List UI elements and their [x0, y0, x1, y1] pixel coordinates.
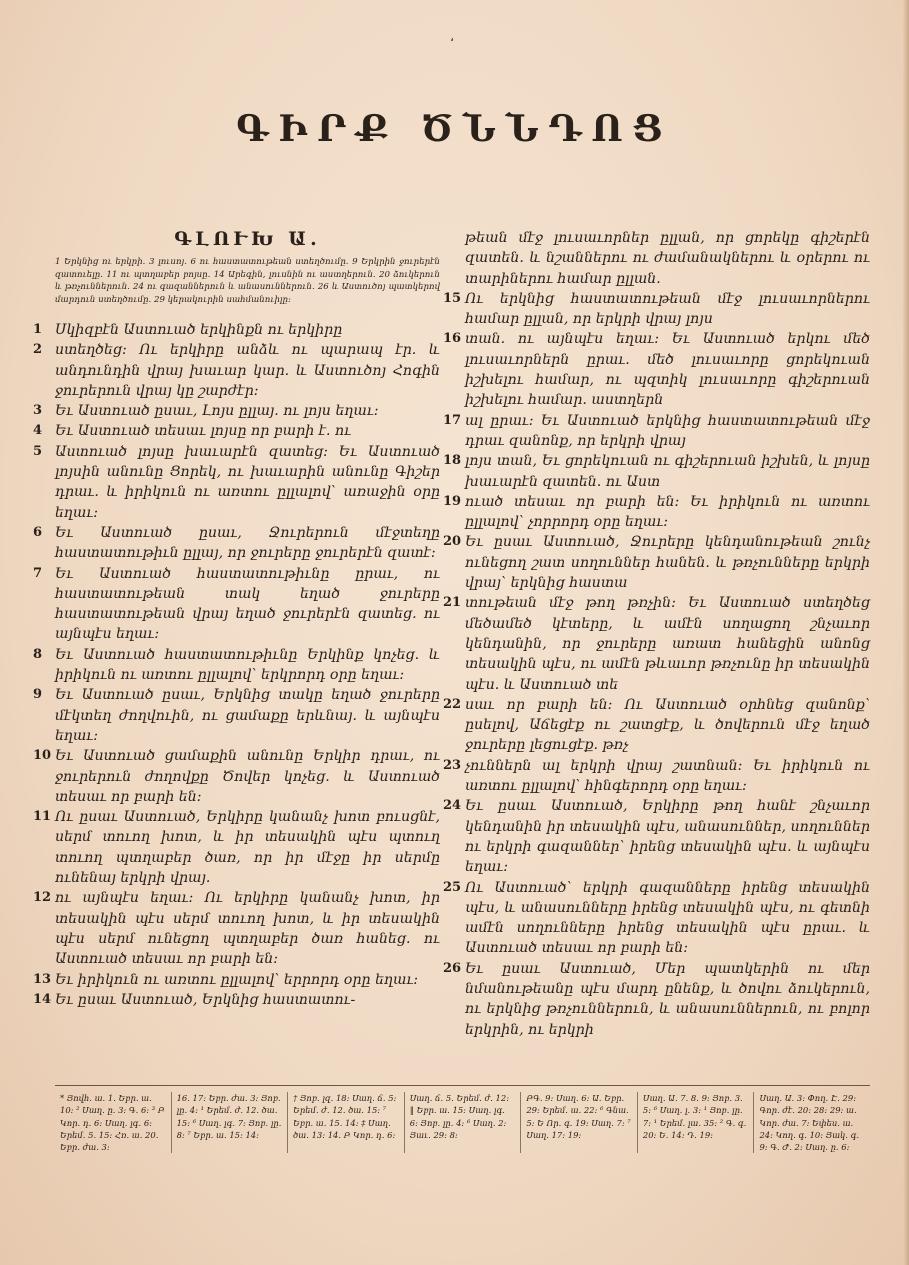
verse: [443, 289, 870, 330]
verse-number: 17: [443, 412, 462, 428]
verse: [443, 756, 870, 797]
verse-text: թեան մէջ լուսաւորներ ըլլան, որ ցորեկը գիշերէն զատեն. և նշաններու ու ժամանակներու և օրերու ու տարիներու համար ըլլան.: [465, 230, 870, 287]
verse-number: 25: [443, 879, 462, 895]
verse: [33, 746, 440, 807]
verse-number: 23: [443, 757, 462, 773]
verse: [33, 401, 440, 421]
verse-text: ստեղծեց: Ու երկիրը անձև ու պարապ էր. և անդունդին վրայ խաւար կար. և Աստուծոյ Հոգին ջուրերուն վրայ կը շարժէր:: [55, 342, 440, 399]
verse: [33, 340, 440, 401]
chapter-heading: ԳԼՈՒԽ Ա.: [174, 228, 321, 250]
verse-text: Եւ ըսաւ Աստուած, Երկիրը թող հանէ շնչաւոր կենդանին իր տեսակին պէս, անասուններ, սողուններ ու երկրի գազաններ՝ իրենց տեսակին պէս. և այնպէս եղաւ:: [465, 798, 871, 876]
left-verses: [33, 320, 440, 1010]
verse: [33, 442, 440, 523]
verse-number: 12: [33, 890, 52, 906]
verse: [33, 645, 440, 686]
verse-number: 8: [33, 646, 43, 662]
verse: [33, 807, 440, 888]
verse-number: 22: [443, 696, 462, 712]
verse: [443, 329, 870, 410]
verse-text: սաւ որ բարի են: Ու Աստուած օրհնեց զանոնք՝ ըսելով, Աճեցէք ու շատցէք, և ծովերուն մէջ եղած ջուրերը լեցուցէք. թռչ: [465, 696, 870, 754]
right-verses: [443, 228, 871, 1040]
verse: [443, 695, 870, 756]
verse-text: ու այնպէս եղաւ: Ու երկիրը կանանչ խոտ, իր տեսակին պէս սերմ տուող խոտ, և իր տեսակին պէս սերմ ունեցող պտղաբեր ծառ հանեց. ու Աստուած տեսաւ որ բարի են:: [55, 890, 440, 968]
verse-text: Եւ ըսաւ Աստուած, Ջուրերը կենդանութեան շունչ ունեցող շատ սողուններ հանեն. և թռչունները երկրի վրայ՝ երկնից հաստա: [465, 534, 870, 592]
verse-text: ուած տեսաւ որ բարի են: Եւ իրիկուն ու առտու ըլլալով՝ չորրորդ օրը եղաւ:: [465, 493, 870, 531]
book-title: ԳԻՐՔ ԾՆՆԴՈՑ: [236, 108, 673, 150]
verse-text: Աստուած լոյսը խաւարէն զատեց: Եւ Աստուած լոյսին անունը Ցորեկ, ու խաւարին անունը Գիշեր դրաւ. և իրիկուն ու առտու ըլլալով՝ առաջին օրը եղաւ:: [55, 443, 440, 521]
verse: [443, 492, 870, 533]
footnote-column: 16. 17: Եբր. ժա. 3: Յոբ. լը. 4: ¹ Երեմ. ժ. 12. ծա. 15: ⁶ Սաղ. լգ. 7: Յոբ. լը. 8: ⁷ Եբր. ա. 15: 14:: [172, 1092, 289, 1153]
verse-text: Եւ Աստուած ցամաքին անունը Երկիր դրաւ, ու ջուրերուն ժողովքը Ծովեր կոչեց. և Աստուած տեսաւ որ բարի են:: [55, 748, 440, 805]
verse: [443, 878, 870, 959]
verse-text: Եւ ըսաւ Աստուած, Մեր պատկերին ու մեր նմանութեանը պէս մարդ ընենք, և ծովու ձուկերուն, ու երկնից թռչուններուն, և անասուններուն, ու բոլոր երկրին, ու երկրի: [465, 960, 870, 1038]
verse: [33, 523, 440, 564]
verse: [33, 421, 440, 441]
verse-text: Եւ Աստուած ըսաւ, Ջուրերուն մէջտեղը հաստատութիւն ըլլայ, որ ջուրերը ջուրերէն զատէ:: [55, 524, 440, 562]
verse: [443, 532, 870, 593]
footnote-column: Սաղ. Ա. 3: Փող. Է. 29: Գոր. ժէ. 20: 28: 29: ա. Կոր. ժա. 7: Եփես. ա. 24: Կող. գ. 10: Յակ. գ. 9: Գ. Ժ. 2: Սաղ. ը. 6:: [759, 1093, 860, 1153]
verse-number: 18: [443, 453, 462, 469]
verse-number: 2: [33, 342, 43, 358]
verse-text: չուններն ալ երկրի վրայ շատնան: Եւ իրիկուն ու առտու ըլլալով՝ հինգերորդ օրը եղաւ:: [465, 757, 870, 795]
footnotes: [55, 1085, 870, 1153]
footnote-column: Սաղ. Ա. 7. 8. 9: Յոբ. 3. 5: ⁶ Սաղ. լ. 3: ¹ Յոբ. լը. 7: ¹ Երեմ. լա. 35: ² Գ. գ. 20: Ե. 14: Դ. 19:: [638, 1092, 755, 1153]
verse: [33, 970, 440, 990]
verse: [33, 320, 440, 340]
verse-number: 5: [33, 443, 43, 459]
verse-text: Եւ Աստուած ըսաւ, Լոյս ըլլայ. ու լոյս եղաւ:: [55, 403, 379, 420]
verse-number: 3: [33, 403, 43, 419]
verse-text: Ու ըսաւ Աստուած, Երկիրը կանանչ խոտ բուսցնէ, սերմ տուող խոտ, և իր տեսակին պէս պտուղ տուող պտղաբեր ծառ, որ իր մէջը իր սերմը ունենայ երկրի վրայ.: [55, 809, 440, 887]
verse-number: 21: [443, 595, 462, 611]
right-column: [443, 228, 871, 1040]
verse-number: 7: [33, 565, 43, 581]
page-mark: ،: [450, 30, 454, 44]
verse-number: 10: [33, 748, 52, 764]
footnote-column: * Յովհ. ա. 1. Եբր. ա. 10: ² Սաղ. ը. 3: Գ. 6: ³ Բ Կոր. դ. 6: Սաղ. լգ. 6: Երեմ. 5. 15: Հռ. ա. 20. Եբր. ժա. 3:: [55, 1092, 172, 1153]
verse-text: Ու Աստուած՝ երկրի գազանները իրենց տեսակին պէս, և անասունները իրենց տեսակին պէս, ու գետնի ամէն սողունները իրենց տեսակին պէս ըրաւ. և Աստուած տեսաւ որ բարի են:: [465, 879, 870, 957]
verse-number: 9: [33, 687, 43, 703]
verse-text: Եւ Աստուած հաստատութիւնը ըրաւ, ու հաստատութեան տակ եղած ջուրերը հաստատութեան վրայ եղած ջուրերէն զատեց. ու այնպէս եղաւ:: [55, 565, 440, 643]
verse: [443, 451, 870, 492]
verse-number: 14: [33, 991, 52, 1007]
verse: [443, 796, 871, 877]
verse-text: Եւ իրիկուն ու առտու ըլլալով՝ երրորդ օրը եղաւ:: [55, 971, 419, 988]
verse: [33, 990, 440, 1010]
verse-number: 6: [33, 524, 43, 540]
verse: [443, 959, 870, 1040]
verse-text: լոյս տան, Եւ ցորեկուան ու գիշերուան իշխեն, և լոյսը խաւարէն զատեն. ու Աստ: [465, 453, 870, 490]
verse-number: 24: [443, 798, 462, 814]
verse-text: տան. ու այնպէս եղաւ: Եւ Աստուած երկու մեծ լուսաւորներն ըրաւ. մեծ լուսաւորը ցորեկուան իշխելու համար, ու պզտիկ լուսաւորը գիշերուան իշխելու համար. աստղերն: [465, 331, 870, 409]
page-edge: [903, 0, 909, 1265]
verse-number: 1: [33, 322, 43, 337]
verse-number: 13: [33, 971, 52, 987]
footnote-column: Սաղ. ճ. 5. Երեմ. ժ. 12: ‖ Եբր. ա. 15: Սաղ. լգ. 6: Յոբ. լը. 4: ⁶ Սաղ. 2: Յաւ. 29: 8:: [405, 1092, 522, 1153]
verse-number: 20: [443, 534, 462, 550]
verse: [33, 888, 440, 969]
verse-text: Եւ Աստուած հաստատութիւնը Երկինք կոչեց. և իրիկուն ու առտու ըլլալով՝ երկրորդ օրը եղաւ:: [55, 646, 440, 684]
verse-text: Եւ Աստուած տեսաւ լոյսը որ բարի է. ու: [55, 423, 352, 440]
footnote-column: ԲԳ. 9: Սաղ. 6: Ա. Եբր. 29: Երեմ. ա. 22: ⁶ Գնա. 5: Ե Որ. գ. 19: Սաղ. 7: ⁷ Սաղ. 17: 19:: [521, 1092, 638, 1153]
verse-number: 15: [443, 290, 462, 306]
verse-text: Ու երկնից հաստատութեան մէջ լուսաւորներու համար ըլլան, որ երկրի վրայ լոյս: [465, 290, 870, 328]
verse-text: Սկիզբէն Աստուած երկինքն ու երկիրը: [55, 322, 343, 338]
verse: [33, 564, 440, 645]
verse-text: ալ ըրաւ: Եւ Աստուած երկնից հաստատութեան մէջ դրաւ զանոնք, որ երկրի վրայ: [465, 412, 870, 449]
verse: [33, 685, 440, 746]
verse-text: տութեան մէջ թող թռչին: Եւ Աստուած ստեղծեց մեծամեծ կէտերը, և ամէն սողացող շնչաւոր կենդանին, որ ջուրերը առատ հանեցին անոնց տեսակին պէս, ու ամէն թևաւոր թռչունը իր տեսակին պէս. և Աստուած տե: [465, 595, 870, 693]
left-column: [33, 228, 440, 1010]
verse-number: 19: [443, 493, 462, 509]
verse-number: 16: [443, 331, 462, 347]
footnote-column: † Յոբ. լզ. 18: Սաղ. ճ. 5: Երեմ. ժ. 12. ծա. 15: ⁷ Եբր. ա. 15. 14: ‡ Սաղ. ծա. 13: 14. Բ Կոր. դ. 6:: [288, 1092, 405, 1153]
verse-number: 26: [443, 960, 462, 976]
verse-number: 4: [33, 423, 43, 439]
verse: [443, 411, 870, 452]
verse-number: 11: [33, 809, 52, 825]
verse-text: Եւ ըսաւ Աստուած, Երկնից հաստատու‑: [55, 991, 356, 1008]
chapter-summary: 1 Երկնից ու երկրի. 3 լուսոյ. 6 ու հաստատութեան ստեղծումը. 9 Երկրին ջուրերէն զատուելը. 11 ու պտղաբեր բոյսը. 14 Արեգին, լուսնին ու աստղերուն. 20 ձուկերուն և թռչուններուն. 24 ու գազաններուն և անասուններուն. 26 և Աստուծոյ պատկերով մարդուն ստեղծումը. 29 կերակուրին սահմանուիլը:: [55, 257, 440, 305]
verse: [443, 593, 870, 694]
verse: [465, 228, 870, 289]
verse-text: Եւ Աստուած ըսաւ, Երկնից տակը եղած ջուրերը մէկտեղ ժողվուին, ու ցամաքը երևնայ. և այնպէս եղաւ:: [55, 687, 440, 744]
